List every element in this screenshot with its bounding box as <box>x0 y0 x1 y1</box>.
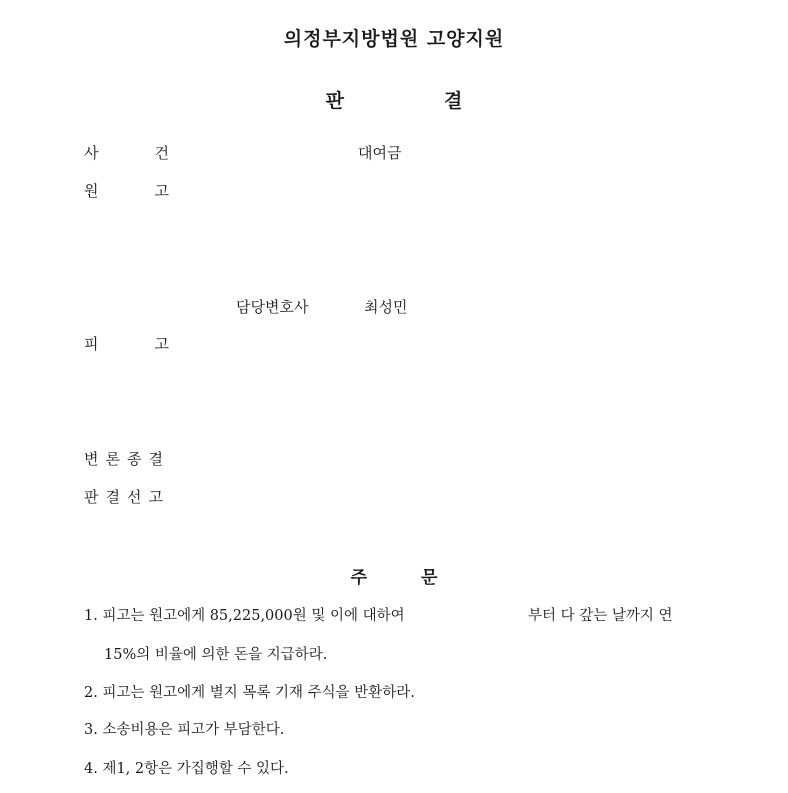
order-item-4: 4. 제1, 2항은 가집행할 수 있다. <box>84 761 289 777</box>
plaintiff-label <box>84 180 169 201</box>
judgment-date-char-1: 판 <box>84 488 99 506</box>
document-title-char-2: 결 <box>444 90 463 112</box>
judgment-date-char-4: 고 <box>148 488 163 506</box>
closing-argument-char-2: 론 <box>105 450 120 468</box>
document-title <box>0 86 788 113</box>
plaintiff-label-char-1: 원 <box>84 182 99 200</box>
case-label-char-1: 사 <box>84 144 99 162</box>
order-item-1: 1. 피고는 원고에게 85,225,000원 및 이에 대하여 <box>84 608 405 624</box>
order-section-title <box>0 563 788 588</box>
case-label <box>84 142 169 163</box>
judgment-date-char-3: 선 <box>127 488 142 506</box>
judgment-date-char-2: 결 <box>105 488 120 506</box>
closing-argument-char-4: 결 <box>148 450 163 468</box>
defendant-label-char-2: 고 <box>154 335 169 353</box>
closing-argument-label <box>84 448 170 469</box>
judgment-date-label <box>84 486 170 507</box>
case-label-char-2: 건 <box>154 144 169 162</box>
closing-argument-char-3: 종 <box>127 450 142 468</box>
plaintiff-label-char-2: 고 <box>154 182 169 200</box>
counsel-name: 최성민 <box>364 298 408 316</box>
order-title-char-1: 주 <box>350 568 367 588</box>
court-name: 의정부지방법원 고양지원 <box>283 28 505 50</box>
document-title-char-1: 판 <box>325 90 344 112</box>
case-name: 대여금 <box>358 144 402 162</box>
order-item-2: 2. 피고는 원고에게 별지 목록 기재 주식을 반환하라. <box>84 685 415 701</box>
defendant-label <box>84 333 169 354</box>
order-item-1-second-line: 15%의 비율에 의한 돈을 지급하라. <box>104 647 328 663</box>
order-item-3: 3. 소송비용은 피고가 부담한다. <box>84 722 285 738</box>
closing-argument-char-1: 변 <box>84 450 99 468</box>
counsel-label: 담당변호사 <box>236 298 309 316</box>
order-item-1-continued: 부터 다 갚는 날까지 연 <box>528 608 673 624</box>
order-title-char-2: 문 <box>421 568 438 588</box>
defendant-label-char-1: 피 <box>84 335 99 353</box>
